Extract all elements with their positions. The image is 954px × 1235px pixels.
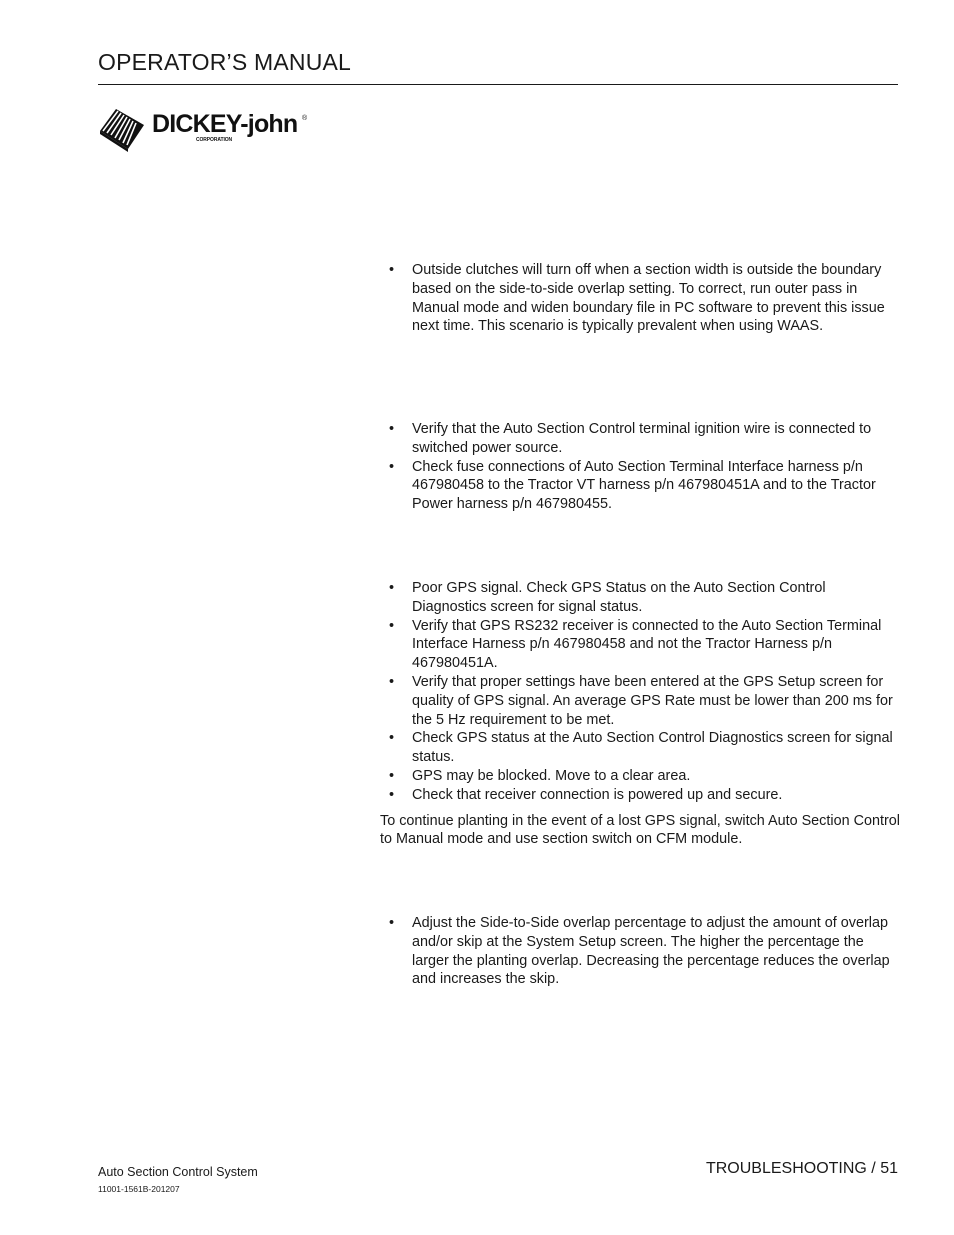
troubleshooting-section [380,420,900,514]
dickey-john-logo [98,100,312,154]
bullet-icon: • [389,730,395,747]
troubleshooting-section [380,914,900,989]
footer-doc-code: 11001-1561B-201207 [98,1184,180,1194]
list-item: • GPS may be blocked. Move to a clear area. [389,767,691,784]
list-item: • Check that receiver connection is powered up and secure. [389,786,783,803]
list-item: • Verify that GPS RS232 receiver is connected to the Auto Section Terminal Interface Harness p/n 467980458 and not the Tractor Harness p/n 467980451A. [389,617,882,672]
bullet-icon: • [389,421,395,437]
bullet-list [380,914,900,989]
header-rule [98,84,898,85]
logo-registered-mark: ® [302,115,308,122]
section-note: To continue planting in the event of a lost GPS signal, switch Auto Section Control to Manual mode and use section switch on CFM module. [380,812,900,848]
list-item: • Verify that proper settings have been entered at the GPS Setup screen for quality of GPS signal. An average GPS Rate must be lower than 200 ms for the 5 Hz requirement to be met. [389,673,893,728]
list-item: • Adjust the Side-to-Side overlap percentage to adjust the amount of overlap and/or skip at the System Setup screen. The higher the percentage the larger the planting overlap. Decreasing the percentage reduces the overlap and increases the skip. [389,915,890,988]
bullet-icon: • [389,262,395,278]
troubleshooting-section [380,261,900,336]
header-title: OPERATOR’S MANUAL [98,49,352,75]
bullet-list [380,420,900,514]
troubleshooting-section [380,579,900,849]
list-item: • Poor GPS signal. Check GPS Status on the Auto Section Control Diagnostics screen for signal status. [389,580,826,615]
bullet-icon: • [389,617,395,634]
bullet-icon: • [389,673,395,690]
bullet-icon: • [389,580,395,596]
logo-brand-text: DICKEY-john [152,110,298,138]
footer-product-name: Auto Section Control System [98,1165,258,1179]
bullet-list [380,261,900,336]
logo-subtitle: CORPORATION [196,137,233,143]
list-item: • Check fuse connections of Auto Section Terminal Interface harness p/n 467980458 to the Tractor VT harness p/n 467980451A and to the Tractor Power harness p/n 467980455. [389,458,876,513]
logo-emblem-icon [98,101,146,153]
bullet-icon: • [389,915,395,931]
list-item: • Check GPS status at the Auto Section Control Diagnostics screen for signal status. [389,730,893,766]
list-item: • Verify that the Auto Section Control terminal ignition wire is connected to switched power source. [389,421,872,456]
footer-page-label: TROUBLESHOOTING / 51 [705,1160,898,1177]
bullet-icon: • [389,458,395,475]
bullet-icon: • [389,786,395,803]
list-item: • Outside clutches will turn off when a section width is outside the boundary based on the side-to-side overlap setting. To correct, run outer pass in Manual mode and widen boundary file in PC software to prevent this issue next time. This scenario is typically prevalent when using WAAS. [389,262,885,335]
bullet-icon: • [389,767,395,784]
bullet-list [380,579,900,805]
